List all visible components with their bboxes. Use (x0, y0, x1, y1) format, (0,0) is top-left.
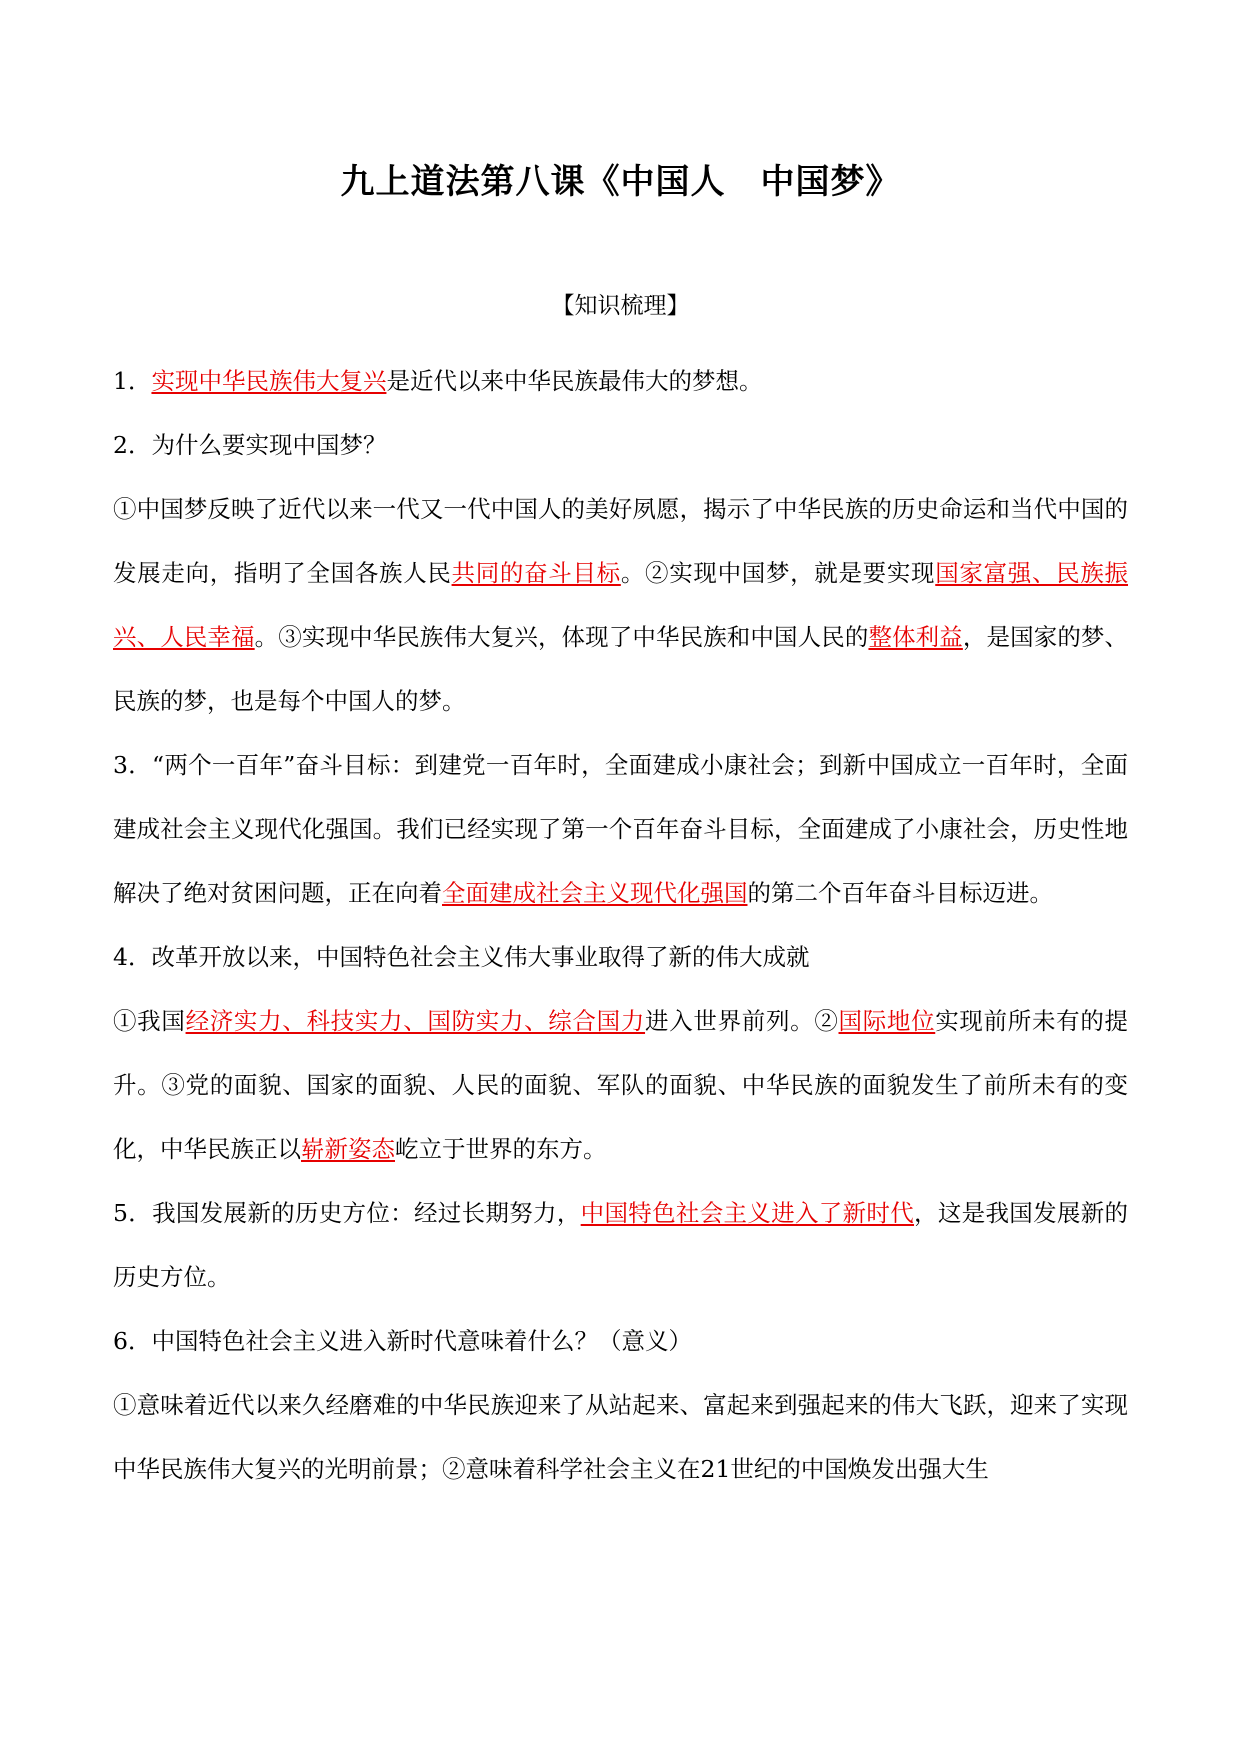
paragraph (113, 413, 1128, 477)
key-phrase: 中国特色社会主义进入了新时代 (580, 1199, 915, 1227)
text-segment: ，是国家的梦、民族的梦，也是每个中国人的梦。 (113, 623, 1129, 715)
paragraph (113, 477, 1128, 733)
text-segment: ①意味着近代以来久经磨难的中华民族迎来了从站起来、富起来到强起来的伟大飞跃，迎来了实现中华民族伟大复兴的光明前景；②意味着科学社会主义在21世纪的中国焕发出强大生 (113, 1391, 1128, 1483)
text-segment: 的第二个百年奋斗目标迈进。 (747, 879, 1053, 907)
key-phrase: 实现中华民族伟大复兴 (151, 367, 387, 395)
text-segment: 是近代以来中华民族最伟大的梦想。 (386, 367, 763, 395)
key-phrase: 国际地位 (838, 1007, 936, 1035)
key-phrase: 整体利益 (868, 623, 963, 651)
paragraph (113, 1373, 1128, 1501)
text-segment: 实现前所未有的提升。③党的面貌、国家的面貌、人民的面貌、军队的面貌、中华民族的面貌发生了前所未有的变化，中华民族正以 (113, 1007, 1129, 1163)
text-segment: 6．中国特色社会主义进入新时代意味着什么？（意义） (113, 1327, 692, 1355)
paragraph (113, 733, 1128, 925)
content-body (113, 349, 1128, 1501)
key-phrase: 全面建成社会主义现代化强国 (442, 879, 748, 907)
text-segment: 1． (113, 367, 152, 395)
text-segment: 进入世界前列。② (645, 1007, 839, 1035)
text-segment: 。②实现中国梦，就是要实现 (620, 559, 936, 587)
text-segment: 。③实现中华民族伟大复兴，体现了中华民族和中国人民的 (254, 623, 869, 651)
text-segment: 4．改革开放以来，中国特色社会主义伟大事业取得了新的伟大成就 (113, 943, 810, 971)
text-segment: 2．为什么要实现中国梦？ (113, 431, 387, 459)
paragraph (113, 925, 1128, 989)
key-phrase: 崭新姿态 (301, 1135, 395, 1163)
key-phrase: 共同的奋斗目标 (451, 559, 621, 587)
text-segment: ①中国梦反映了近代以来一代又一代中国人的美好夙愿，揭示了中华民族的历史命运和当代中国的发展走向，指明了全国各族人民 (113, 495, 1128, 587)
text-segment: 5．我国发展新的历史方位：经过长期努力， (113, 1199, 581, 1227)
paragraph (113, 1181, 1128, 1309)
paragraph (113, 1309, 1128, 1373)
paragraph (113, 989, 1128, 1181)
text-segment: ，这是我国发展新的历史方位。 (113, 1199, 1129, 1291)
document-title: 九上道法第八课《中国人 中国梦》 (340, 162, 901, 202)
key-phrase: 经济实力、科技实力、国防实力、综合国力 (185, 1007, 646, 1035)
section-heading: 【知识梳理】 (551, 293, 690, 319)
text-segment: 屹立于世界的东方。 (395, 1135, 607, 1163)
paragraph (113, 349, 1128, 413)
key-phrase: 国家富强、民族振兴、人民幸福 (113, 559, 1129, 651)
text-segment: ①我国 (113, 1007, 186, 1035)
text-segment: 3．“两个一百年”奋斗目标：到建党一百年时，全面建成小康社会；到新中国成立一百年时，全面建成社会主义现代化强国。我们已经实现了第一个百年奋斗目标，全面建成了小康社会，历史性地解决了绝对贫困问题，正在向着 (113, 751, 1128, 907)
